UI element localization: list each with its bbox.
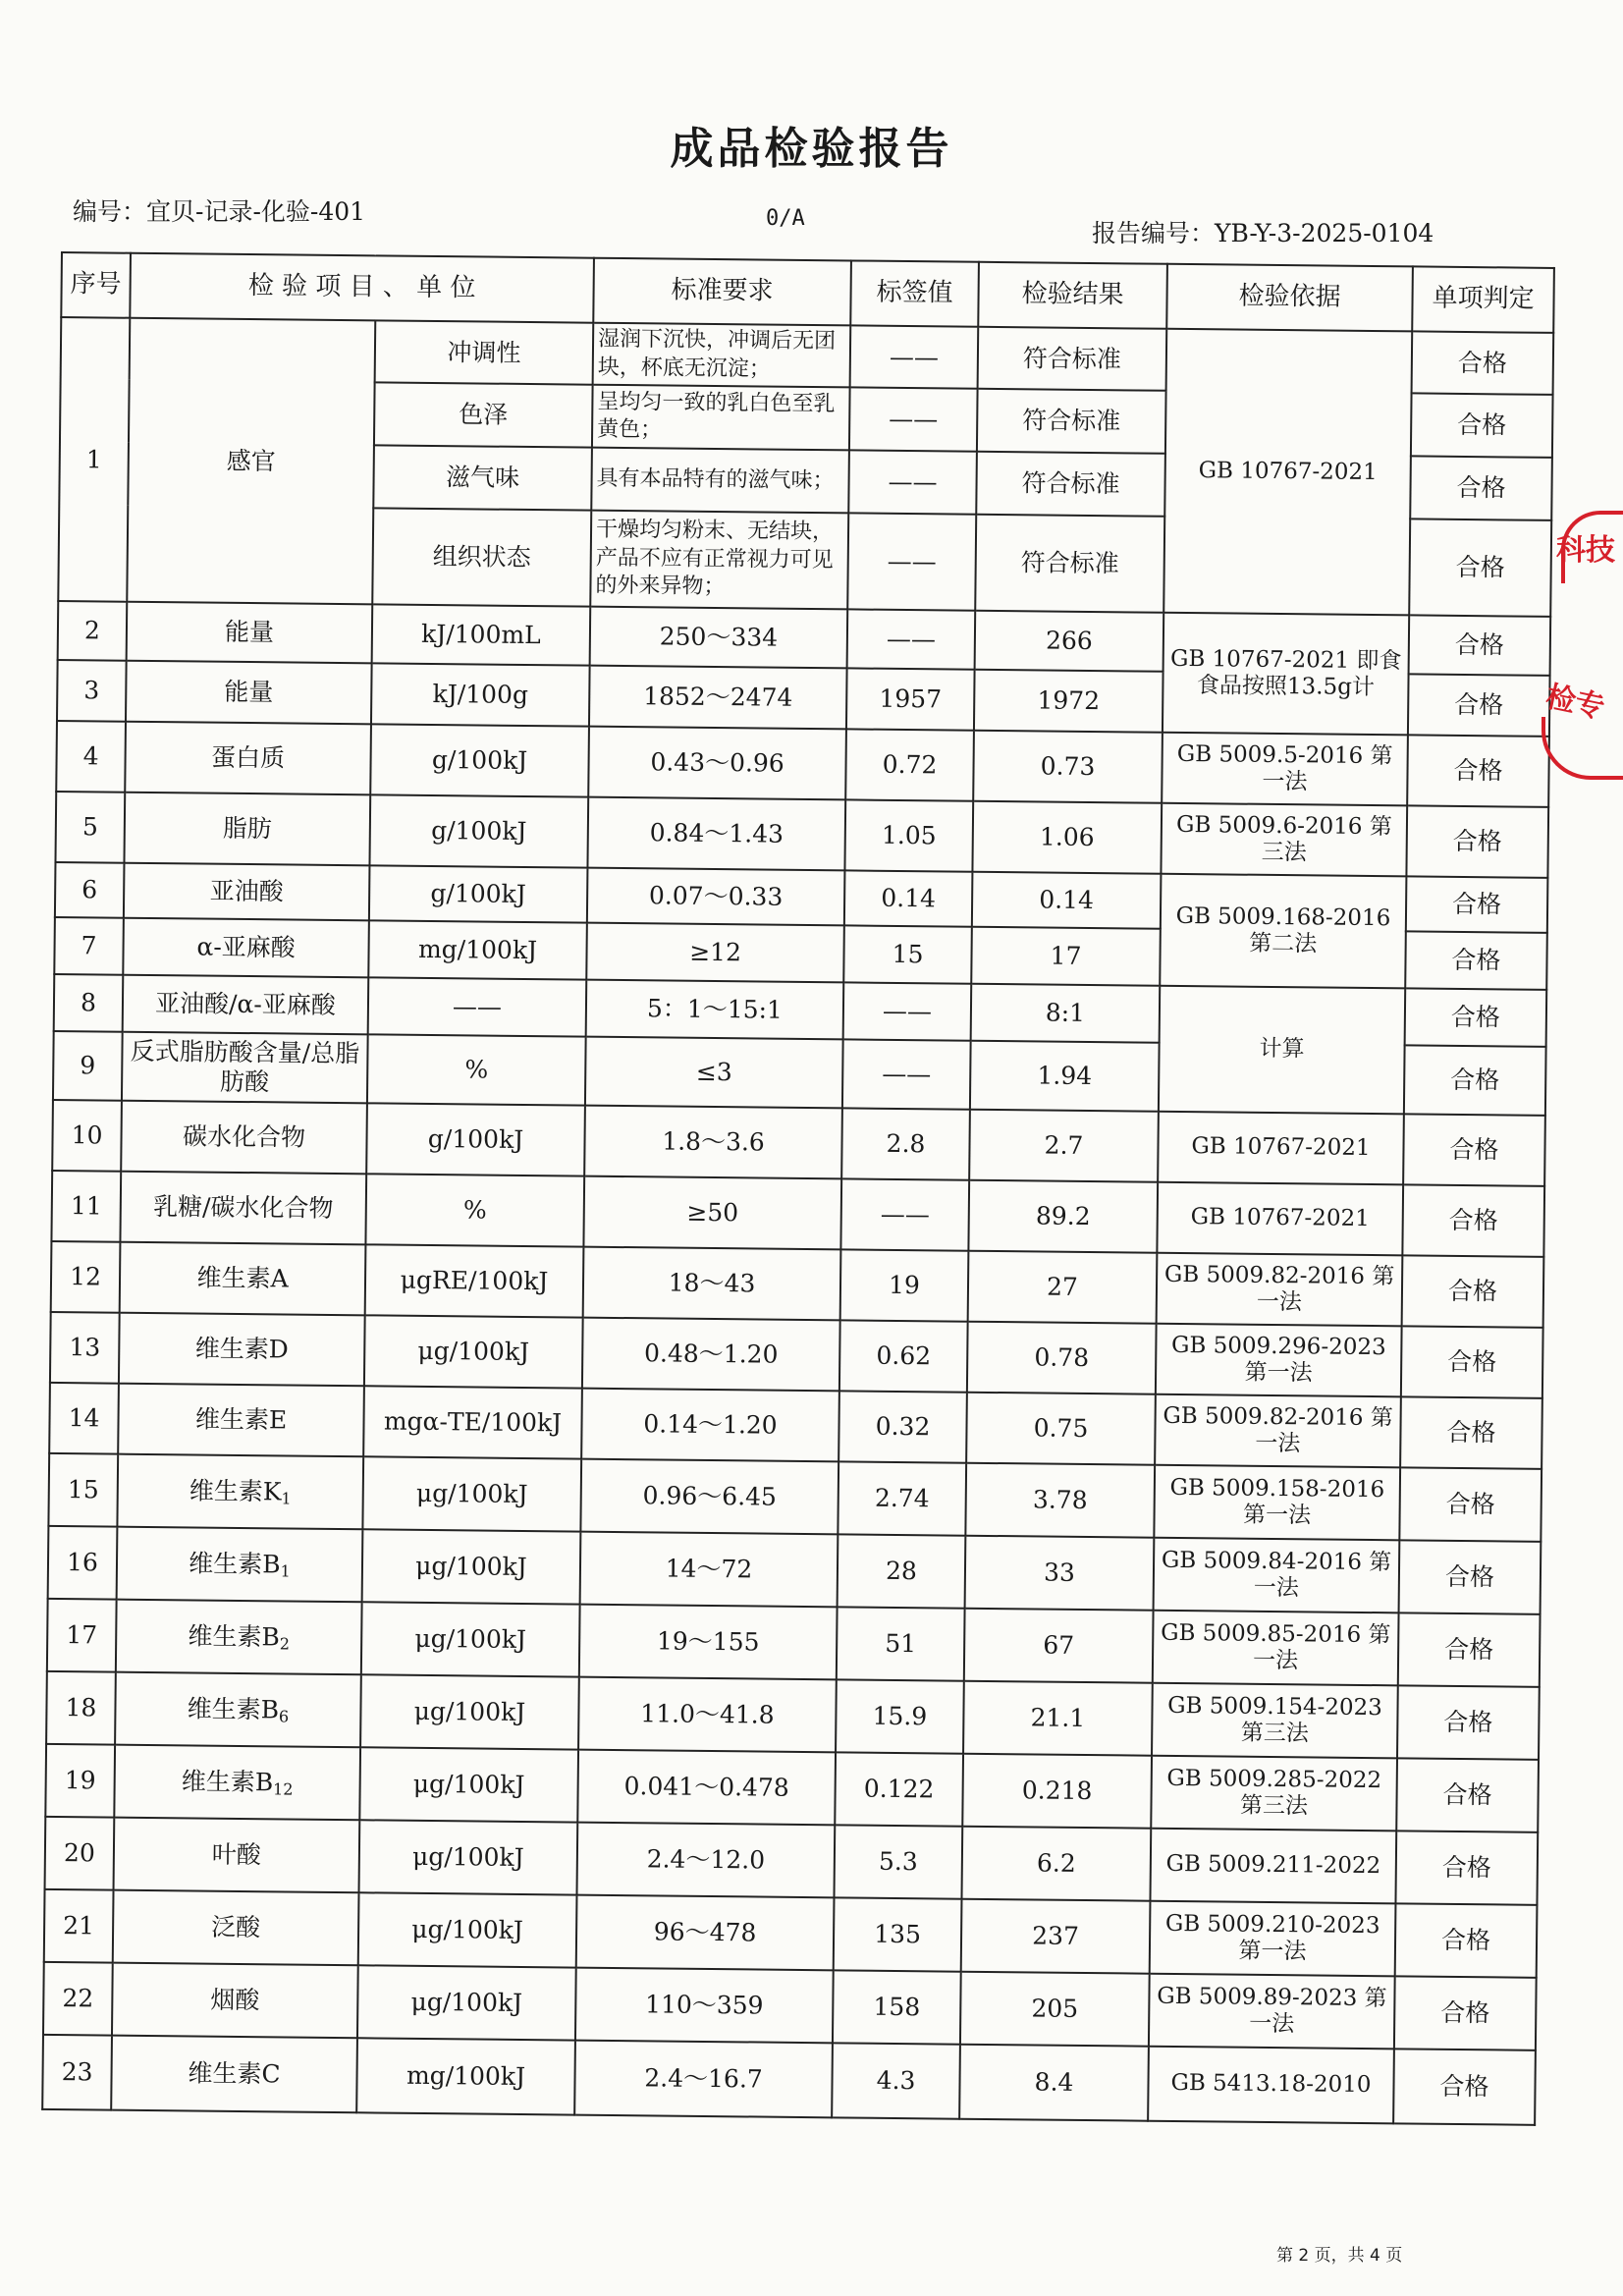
cell-judgment: 合格 <box>1395 1831 1538 1906</box>
cell-result: 符合标准 <box>975 515 1164 613</box>
item-subscript: 12 <box>273 1778 294 1799</box>
document-code: 编号：宜贝-记录-化验-401 <box>73 197 366 226</box>
cell-label-value: 15 <box>843 926 972 984</box>
cell-seq: 10 <box>52 1100 122 1172</box>
cell-basis: GB 10767-2021 <box>1157 1182 1403 1256</box>
cell-item: 能量 <box>127 602 373 664</box>
cell-result: 0.14 <box>972 872 1162 929</box>
cell-label-value: 0.32 <box>839 1392 967 1463</box>
cell-basis: GB 5009.211-2022 <box>1150 1829 1396 1904</box>
page-footer: 第 2 页，共 4 页 <box>1276 2246 1403 2266</box>
cell-label-value: 5.3 <box>834 1826 962 1899</box>
cell-seq: 5 <box>55 792 125 863</box>
cell-label-value: 19 <box>840 1250 969 1322</box>
cell-basis: GB 5009.5-2016 第一法 <box>1162 733 1408 806</box>
item-name: 维生素B <box>189 1549 281 1579</box>
cell-standard: 0.041～0.478 <box>577 1750 836 1826</box>
cell-standard: 5：1～15:1 <box>586 980 844 1040</box>
cell-label-value: 28 <box>838 1535 966 1609</box>
cell-label-value: 51 <box>837 1608 965 1681</box>
table-row <box>42 2035 1536 2125</box>
cell-basis: GB 5009.82-2016 第一法 <box>1155 1394 1401 1468</box>
cell-judgment: 合格 <box>1411 394 1553 459</box>
cell-item: 乳糖/碳水化合物 <box>120 1172 366 1245</box>
cell-unit: μg/100kJ <box>362 1529 581 1604</box>
cell-judgment: 合格 <box>1397 1686 1540 1761</box>
item-subscript: 2 <box>279 1634 291 1654</box>
cell-item <box>115 1672 361 1748</box>
cell-standard: 0.07～0.33 <box>587 868 845 926</box>
cell-item: 脂肪 <box>124 793 370 866</box>
cell-result: 8.4 <box>959 2045 1149 2121</box>
cell-judgment: 合格 <box>1399 1468 1542 1543</box>
cell-basis: GB 5009.168-2016 第二法 <box>1160 874 1406 989</box>
cell-result: 符合标准 <box>978 327 1167 391</box>
cell-standard: ≥50 <box>583 1176 841 1250</box>
cell-subitem: 色泽 <box>374 383 593 448</box>
item-subscript: 1 <box>281 1489 292 1508</box>
header-seq: 序号 <box>61 252 131 318</box>
cell-standard: 11.0～41.8 <box>578 1677 837 1753</box>
cell-unit: % <box>367 1035 586 1106</box>
cell-unit: g/100kJ <box>369 795 588 868</box>
inspection-table <box>41 251 1555 2126</box>
cell-standard: 湿润下沉快，冲调后无团块，杯底无沉淀； <box>593 323 851 388</box>
cell-unit: μg/100kJ <box>358 1892 577 1967</box>
cell-seq: 7 <box>54 917 124 975</box>
cell-judgment: 合格 <box>1405 932 1547 991</box>
item-name: 维生素K <box>189 1476 282 1506</box>
cell-judgment: 合格 <box>1402 1185 1544 1258</box>
cell-result: 21.1 <box>963 1681 1153 1756</box>
cell-item: 感官 <box>127 318 375 605</box>
cell-unit: g/100kJ <box>370 725 589 797</box>
cell-item <box>116 1600 362 1675</box>
cell-seq: 3 <box>57 660 127 722</box>
cell-unit: μg/100kJ <box>361 1602 580 1676</box>
cell-seq: 16 <box>48 1526 118 1600</box>
cell-basis: GB 5009.89-2023 第一法 <box>1149 1974 1395 2050</box>
cell-label-value: 135 <box>834 1898 962 1972</box>
cell-standard: 具有本品特有的滋气味； <box>591 448 849 514</box>
cell-unit: g/100kJ <box>366 1104 585 1176</box>
cell-result: 1.94 <box>970 1041 1160 1112</box>
cell-label-value: 2.74 <box>838 1462 966 1536</box>
seal-stamp-text: 检专 <box>1542 680 1608 726</box>
cell-basis: GB 5009.285-2022 第三法 <box>1151 1756 1397 1831</box>
item-subscript: 6 <box>278 1707 290 1726</box>
cell-label-value: 4.3 <box>832 2044 960 2119</box>
cell-judgment: 合格 <box>1398 1613 1541 1688</box>
cell-label-value: 0.62 <box>839 1321 968 1393</box>
cell-label-value: 2.8 <box>841 1109 970 1180</box>
cell-unit: mg/100kJ <box>368 921 587 980</box>
header-result: 检验结果 <box>978 262 1167 329</box>
cell-seq: 14 <box>49 1383 119 1454</box>
cell-label-value: 0.14 <box>844 871 973 927</box>
cell-unit: % <box>365 1174 584 1246</box>
cell-judgment: 合格 <box>1406 877 1548 934</box>
cell-item <box>117 1527 363 1603</box>
cell-result: 33 <box>965 1536 1155 1611</box>
cell-unit: μg/100kJ <box>359 1820 578 1894</box>
header-judgment: 单项判定 <box>1412 266 1554 333</box>
cell-result: 205 <box>960 1972 1150 2047</box>
cell-result: 3.78 <box>965 1463 1155 1538</box>
cell-label-value: 0.72 <box>845 730 974 801</box>
cell-standard: 0.14～1.20 <box>581 1389 839 1462</box>
cell-unit: μg/100kJ <box>359 1747 578 1822</box>
header-item: 检 验 项 目 、 单 位 <box>130 253 594 323</box>
cell-judgment: 合格 <box>1412 331 1554 395</box>
cell-item: 维生素E <box>118 1384 364 1457</box>
cell-judgment: 合格 <box>1401 1327 1543 1399</box>
cell-basis: GB 5009.84-2016 第一法 <box>1154 1538 1400 1613</box>
cell-standard: 干燥均匀粉末、无结块，产品不应有正常视力可见的外来异物； <box>590 511 848 610</box>
revision: 0/A <box>766 206 805 231</box>
cell-subitem: 冲调性 <box>375 320 594 385</box>
cell-item: 维生素A <box>120 1242 366 1316</box>
header-label-value: 标签值 <box>850 260 979 326</box>
cell-label-value: 0.122 <box>835 1753 963 1827</box>
cell-item: 蛋白质 <box>125 722 371 795</box>
cell-label-value: 1957 <box>846 669 975 731</box>
cell-judgment: 合格 <box>1406 806 1548 879</box>
cell-seq: 12 <box>51 1241 121 1313</box>
cell-item <box>114 1745 360 1821</box>
cell-item: 维生素C <box>111 2036 357 2113</box>
cell-subitem: 组织状态 <box>372 509 591 607</box>
cell-judgment: 合格 <box>1409 519 1551 618</box>
cell-basis: GB 5009.154-2023 第三法 <box>1152 1683 1398 1759</box>
cell-judgment: 合格 <box>1403 1115 1545 1187</box>
cell-judgment: 合格 <box>1395 1904 1538 1979</box>
cell-result: 1.06 <box>972 801 1162 874</box>
cell-result: 2.7 <box>969 1110 1159 1182</box>
cell-label-value: 158 <box>833 1971 961 2045</box>
cell-item: 亚油酸/α-亚麻酸 <box>123 975 369 1035</box>
cell-seq: 2 <box>58 601 128 661</box>
cell-basis: GB 5009.82-2016 第一法 <box>1157 1253 1403 1327</box>
cell-seq: 11 <box>51 1171 121 1242</box>
cell-judgment: 合格 <box>1400 1397 1542 1470</box>
seal-stamp-arc <box>1542 717 1623 780</box>
cell-item <box>117 1454 363 1530</box>
cell-basis: GB 10767-2021 <box>1163 329 1412 616</box>
cell-unit: g/100kJ <box>369 866 588 923</box>
cell-judgment: 合格 <box>1399 1541 1542 1615</box>
cell-judgment: 合格 <box>1407 736 1549 808</box>
cell-result: 0.75 <box>966 1393 1156 1465</box>
cell-item: 泛酸 <box>113 1890 359 1966</box>
cell-label-value: 1.05 <box>844 800 973 872</box>
cell-standard: 2.4～16.7 <box>574 2041 833 2118</box>
cell-result: 89.2 <box>968 1180 1158 1253</box>
item-name: 维生素B <box>187 1694 280 1723</box>
cell-seq: 6 <box>55 862 125 918</box>
cell-basis: GB 5009.158-2016 第一法 <box>1154 1465 1400 1541</box>
cell-basis: GB 10767-2021 即食食品按照13.5g计 <box>1163 613 1409 736</box>
cell-unit: mgα-TE/100kJ <box>363 1386 582 1458</box>
seal-stamp-text: 科技 <box>1556 533 1615 568</box>
cell-standard: 110～359 <box>575 1968 834 2044</box>
cell-judgment: 合格 <box>1404 1046 1546 1117</box>
cell-result: 0.73 <box>973 731 1163 803</box>
cell-item: α-亚麻酸 <box>123 918 369 978</box>
cell-result: 0.78 <box>967 1322 1157 1394</box>
cell-seq: 13 <box>50 1312 120 1384</box>
cell-subitem: 滋气味 <box>373 446 592 511</box>
cell-seq: 22 <box>43 1962 113 2036</box>
report-title: 成品检验报告 <box>670 124 953 174</box>
cell-result: 0.218 <box>962 1754 1152 1829</box>
cell-label-value: —— <box>849 388 978 452</box>
cell-item: 亚油酸 <box>124 863 370 921</box>
cell-result: 符合标准 <box>976 452 1165 517</box>
cell-judgment: 合格 <box>1405 989 1547 1048</box>
cell-basis: GB 5009.6-2016 第三法 <box>1161 803 1407 877</box>
header-standard: 标准要求 <box>593 258 851 326</box>
cell-label-value: 15.9 <box>836 1680 964 1754</box>
cell-seq: 17 <box>47 1599 117 1672</box>
cell-label-value: —— <box>850 325 979 389</box>
cell-result: 237 <box>961 1899 1151 1974</box>
cell-judgment: 合格 <box>1410 457 1552 521</box>
cell-seq: 1 <box>58 317 130 602</box>
cell-standard: ≥12 <box>586 923 844 983</box>
cell-seq: 18 <box>46 1671 116 1745</box>
cell-judgment: 合格 <box>1409 616 1551 677</box>
cell-standard: 1852～2474 <box>589 666 847 730</box>
cell-standard: 呈均匀一致的乳白色至乳黄色； <box>592 385 850 451</box>
cell-standard: ≤3 <box>585 1037 843 1109</box>
cell-unit: μg/100kJ <box>362 1456 581 1531</box>
cell-standard: 2.4～12.0 <box>577 1823 836 1898</box>
cell-judgment: 合格 <box>1408 675 1550 738</box>
cell-unit: kJ/100g <box>371 664 590 727</box>
item-name: 维生素B <box>181 1766 274 1796</box>
cell-basis: 计算 <box>1159 986 1405 1115</box>
cell-basis: GB 5413.18-2010 <box>1148 2047 1394 2124</box>
cell-item: 反式脂肪酸含量/总脂肪酸 <box>122 1032 368 1104</box>
cell-standard: 19～155 <box>579 1605 838 1680</box>
cell-judgment: 合格 <box>1402 1256 1544 1329</box>
cell-unit: μg/100kJ <box>364 1315 583 1388</box>
cell-result: 8:1 <box>971 984 1161 1043</box>
cell-result: 1972 <box>974 670 1163 733</box>
cell-item: 碳水化合物 <box>121 1101 367 1175</box>
cell-seq: 19 <box>45 1744 115 1818</box>
cell-seq: 9 <box>53 1031 123 1101</box>
cell-result: 17 <box>971 927 1161 986</box>
cell-seq: 21 <box>44 1889 114 1963</box>
cell-judgment: 合格 <box>1396 1759 1539 1833</box>
cell-standard: 0.43～0.96 <box>588 727 846 800</box>
cell-unit: —— <box>368 978 587 1037</box>
cell-item: 叶酸 <box>114 1818 360 1893</box>
cell-item: 维生素D <box>119 1313 365 1387</box>
cell-basis: GB 5009.296-2023 第一法 <box>1156 1324 1402 1397</box>
cell-label-value: —— <box>847 610 976 670</box>
cell-result: 符合标准 <box>977 389 1166 454</box>
cell-seq: 8 <box>54 974 124 1032</box>
inspection-table-wrapper <box>41 251 1553 2153</box>
cell-result: 67 <box>964 1609 1154 1683</box>
cell-standard: 18～43 <box>583 1247 841 1321</box>
cell-standard: 1.8～3.6 <box>584 1106 842 1179</box>
cell-standard: 0.84～1.43 <box>587 797 845 871</box>
cell-result: 27 <box>968 1251 1158 1324</box>
cell-standard: 0.48～1.20 <box>582 1318 840 1392</box>
cell-judgment: 合格 <box>1393 2050 1536 2126</box>
cell-seq: 23 <box>42 2035 112 2110</box>
cell-standard: 14～72 <box>580 1532 839 1608</box>
cell-basis: GB 10767-2021 <box>1158 1112 1404 1185</box>
cell-unit: mg/100kJ <box>356 2038 575 2114</box>
cell-unit: kJ/100mL <box>372 605 591 666</box>
header-basis: 检验依据 <box>1166 264 1413 332</box>
cell-label-value: —— <box>840 1179 969 1251</box>
cell-unit: μg/100kJ <box>360 1674 579 1749</box>
cell-unit: μg/100kJ <box>357 1965 576 2040</box>
item-name: 维生素B <box>188 1621 280 1652</box>
cell-label-value: —— <box>843 983 972 1041</box>
cell-result: 6.2 <box>961 1827 1151 1901</box>
cell-standard: 96～478 <box>576 1895 835 1971</box>
cell-label-value: —— <box>848 451 977 515</box>
cell-standard: 250～334 <box>590 607 848 669</box>
cell-item: 烟酸 <box>112 1963 358 2039</box>
cell-label-value: —— <box>842 1040 971 1110</box>
cell-standard: 0.96～6.45 <box>580 1459 839 1535</box>
report-number: 报告编号：YB-Y-3-2025-0104 <box>1092 219 1434 247</box>
cell-basis: GB 5009.210-2023 第一法 <box>1150 1901 1396 1977</box>
cell-unit: μgRE/100kJ <box>365 1244 584 1317</box>
cell-basis: GB 5009.85-2016 第一法 <box>1153 1611 1399 1686</box>
cell-judgment: 合格 <box>1394 1977 1537 2051</box>
cell-label-value: —— <box>847 514 976 611</box>
cell-seq: 4 <box>56 721 126 793</box>
cell-seq: 15 <box>48 1453 118 1527</box>
cell-seq: 20 <box>45 1817 115 1890</box>
cell-result: 266 <box>975 611 1164 672</box>
item-subscript: 1 <box>280 1561 291 1581</box>
cell-item: 能量 <box>126 661 372 725</box>
